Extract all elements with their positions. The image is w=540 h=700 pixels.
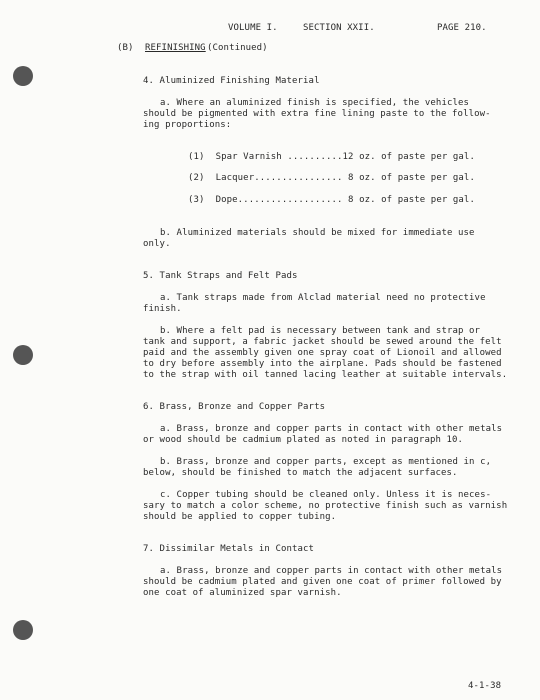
item-6b-line-1: b. Brass, bronze and copper parts, except as mentioned in c, bbox=[160, 457, 492, 467]
item-6a-line-2: or wood should be cadmium plated as noted in paragraph 10. bbox=[143, 435, 464, 445]
binder-hole-top bbox=[13, 66, 33, 86]
section-title: REFINISHING bbox=[145, 43, 206, 53]
item-5b-line-3: paid and the assembly given one spray coat of Lionoil and allowed bbox=[143, 348, 502, 358]
section-continued: (Continued) bbox=[207, 43, 268, 53]
item-6-heading: 6. Brass, Bronze and Copper Parts bbox=[143, 402, 326, 412]
item-5b-line-2: tank and support, a fabric jacket should be sewed around the felt bbox=[143, 337, 502, 347]
item-4a-line-1: a. Where an aluminized finish is specified, the vehicles bbox=[160, 98, 470, 108]
item-7a-line-1: a. Brass, bronze and copper parts in contact with other metals bbox=[160, 566, 503, 576]
footer-date: 4-1-38 bbox=[468, 681, 502, 691]
item-4-list-2: (2) Lacquer................ 8 oz. of paste per gal. bbox=[188, 173, 475, 183]
item-4b-line-1: b. Aluminized materials should be mixed for immediate use bbox=[160, 228, 475, 238]
item-6a-line-1: a. Brass, bronze and copper parts in contact with other metals bbox=[160, 424, 503, 434]
item-6c-line-2: sary to match a color scheme, no protective finish such as varnish bbox=[143, 501, 508, 511]
item-5a-line-1: a. Tank straps made from Alclad material need no protective bbox=[160, 293, 486, 303]
item-4b-line-2: only. bbox=[143, 239, 171, 249]
header-volume: VOLUME I. bbox=[228, 23, 278, 33]
item-7a-line-3: one coat of aluminized spar varnish. bbox=[143, 588, 342, 598]
binder-hole-bottom bbox=[13, 620, 33, 640]
item-5b-line-4: to dry before assembly into the airplane. Pads should be fastened bbox=[143, 359, 502, 369]
item-5b-line-5: to the strap with oil tanned lacing leather at suitable intervals. bbox=[143, 370, 508, 380]
header-page: PAGE 210. bbox=[437, 23, 487, 33]
item-6b-line-2: below, should be finished to match the adjacent surfaces. bbox=[143, 468, 458, 478]
header-section: SECTION XXII. bbox=[303, 23, 375, 33]
item-4-list-1: (1) Spar Varnish ..........12 oz. of paste per gal. bbox=[188, 152, 475, 162]
item-7-heading: 7. Dissimilar Metals in Contact bbox=[143, 544, 315, 554]
item-6c-line-1: c. Copper tubing should be cleaned only. Unless it is neces- bbox=[160, 490, 492, 500]
item-5-heading: 5. Tank Straps and Felt Pads bbox=[143, 271, 298, 281]
item-4a-line-3: ing proportions: bbox=[143, 120, 232, 130]
item-5a-line-2: finish. bbox=[143, 304, 182, 314]
item-5b-line-1: b. Where a felt pad is necessary between tank and strap or bbox=[160, 326, 481, 336]
item-4-list-3: (3) Dope................... 8 oz. of paste per gal. bbox=[188, 195, 475, 205]
item-6c-line-3: should be applied to copper tubing. bbox=[143, 512, 337, 522]
binder-hole-middle bbox=[13, 345, 33, 365]
item-4-heading: 4. Aluminized Finishing Material bbox=[143, 76, 320, 86]
item-4a-line-2: should be pigmented with extra fine lining paste to the follow- bbox=[143, 109, 491, 119]
item-7a-line-2: should be cadmium plated and given one coat of primer followed by bbox=[143, 577, 502, 587]
section-label: (B) bbox=[117, 43, 134, 53]
